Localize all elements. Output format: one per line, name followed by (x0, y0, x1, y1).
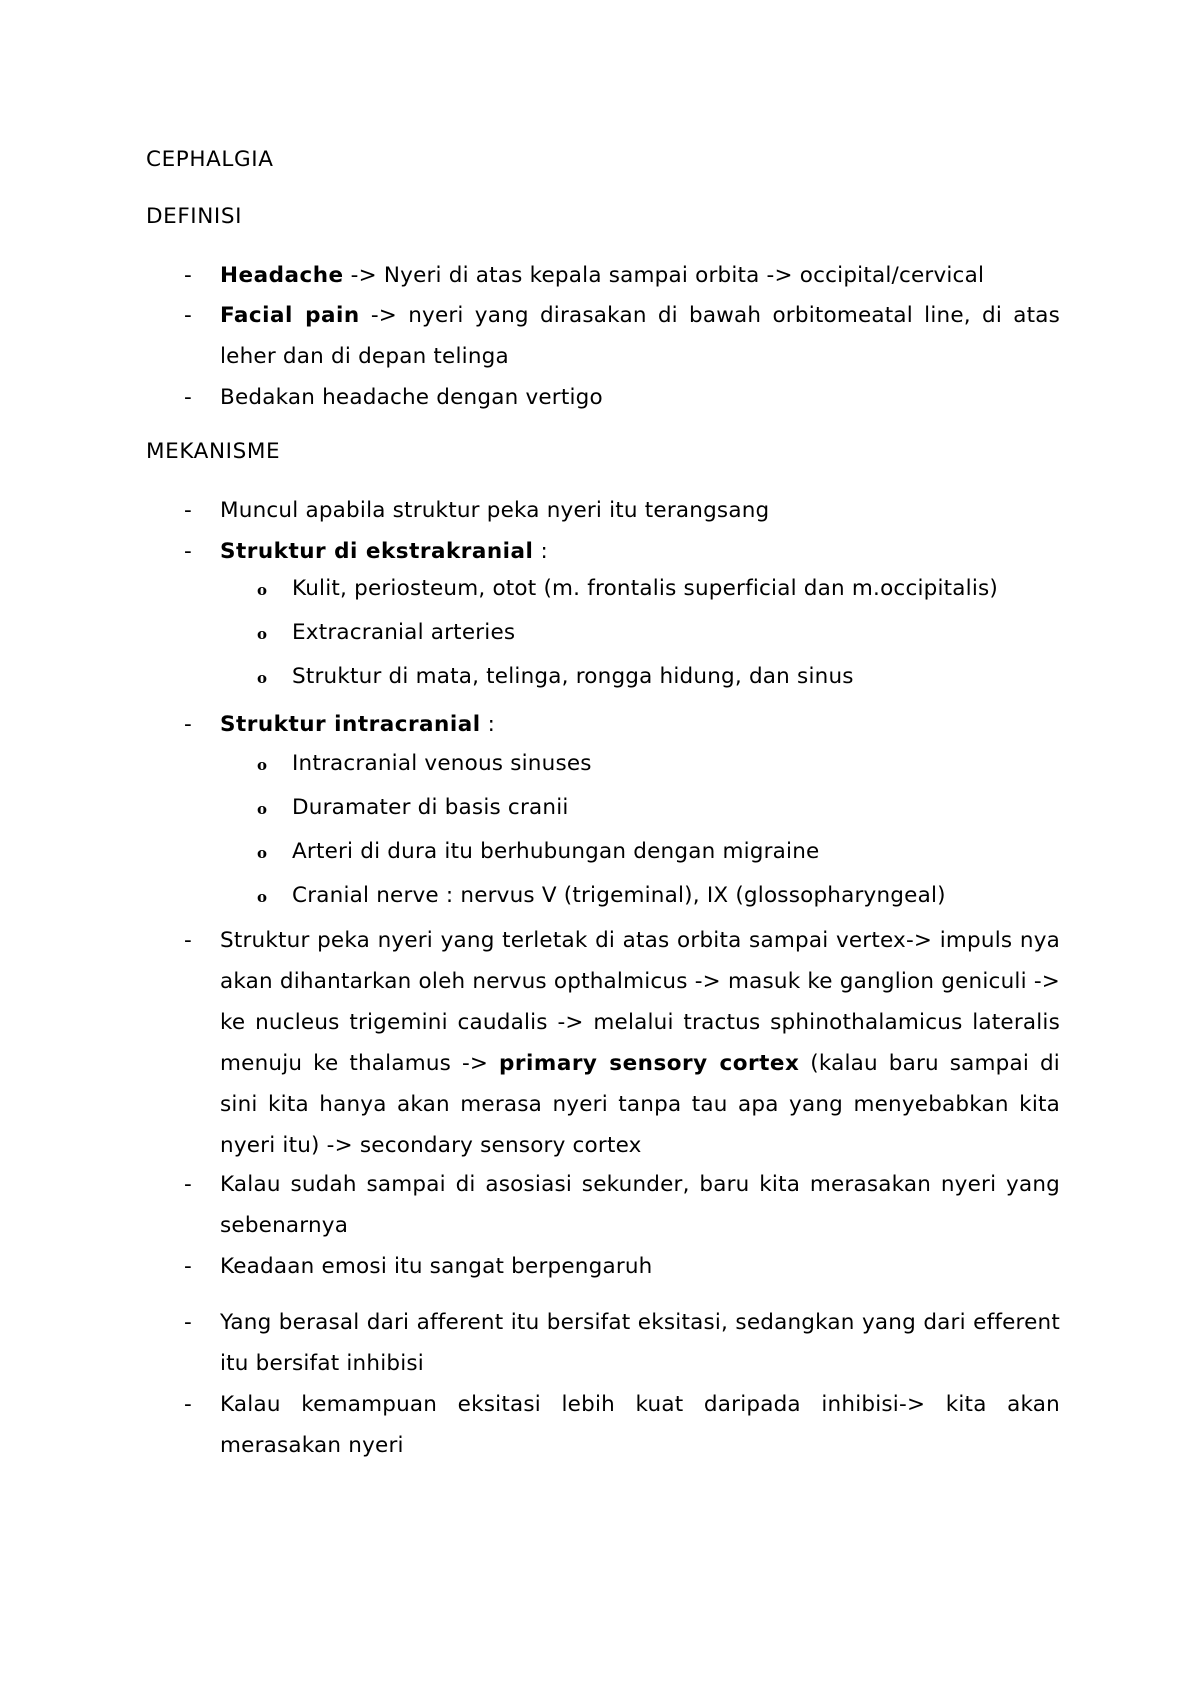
sub-list-item: o Extracranial arteries (257, 611, 1060, 655)
list-item: - Kalau kemampuan eksitasi lebih kuat daripada inhibisi-> kita akan merasakan nyeri (184, 1384, 1060, 1466)
sub-list-item: o Kulit, periosteum, otot (m. frontalis superficial dan m.occipitalis) (257, 567, 1060, 611)
dash-bullet: - (184, 498, 192, 523)
dash-bullet: - (184, 1254, 192, 1279)
term-intracranial: Struktur intracranial (220, 712, 481, 737)
term-ekstrakranial: Struktur di ekstrakranial (220, 539, 534, 564)
sub-list-item: o Duramater di basis cranii (257, 786, 1060, 830)
list-item: - Yang berasal dari afferent itu bersifat eksitasi, sedangkan yang dari efferent itu bersifat inhibisi (184, 1302, 1060, 1384)
dash-bullet: - (184, 1172, 192, 1197)
term-headache: Headache (220, 263, 344, 288)
list-item: - Kalau sudah sampai di asosiasi sekunder, baru kita merasakan nyeri yang sebenarnya (184, 1164, 1060, 1246)
term-primary-sensory-cortex: primary sensory cortex (499, 1051, 800, 1076)
sub-list-item: o Cranial nerve : nervus V (trigeminal), IX (glossopharyngeal) (257, 874, 1060, 918)
dash-bullet: - (184, 303, 192, 328)
circle-bullet: o (257, 888, 268, 906)
dash-bullet: - (184, 539, 192, 564)
list-item: - Struktur di ekstrakranial : (184, 531, 1060, 572)
list-item: - Struktur intracranial : (184, 704, 1060, 745)
circle-bullet: o (257, 844, 268, 862)
circle-bullet: o (257, 756, 268, 774)
list-item: - Headache -> Nyeri di atas kepala sampai orbita -> occipital/cervical (184, 255, 1060, 296)
section-heading-definisi: DEFINISI (146, 204, 243, 229)
section-heading-mekanisme: MEKANISME (146, 439, 281, 464)
dash-bullet: - (184, 1392, 192, 1417)
term-facial-pain: Facial pain (220, 303, 360, 328)
dash-bullet: - (184, 928, 192, 953)
circle-bullet: o (257, 800, 268, 818)
list-item: - Keadaan emosi itu sangat berpengaruh (184, 1246, 1060, 1287)
sub-list-item: o Struktur di mata, telinga, rongga hidung, dan sinus (257, 655, 1060, 699)
sub-list-item: o Arteri di dura itu berhubungan dengan migraine (257, 830, 1060, 874)
circle-bullet: o (257, 669, 268, 687)
circle-bullet: o (257, 581, 268, 599)
document-title: CEPHALGIA (146, 147, 274, 172)
list-item: - Muncul apabila struktur peka nyeri itu terangsang (184, 490, 1060, 531)
sub-list-item: o Intracranial venous sinuses (257, 742, 1060, 786)
dash-bullet: - (184, 712, 192, 737)
list-item: - Struktur peka nyeri yang terletak di atas orbita sampai vertex-> impuls nya akan dihantarkan oleh nervus opthalmicus -> masuk ke ganglion geniculi -> ke nucleus trigemini caudalis -> melalui tractus sphinothalamicus lateralis menuju ke thalamus -> primary sensory cortex (kalau baru sampai di sini kita hanya akan merasa nyeri tanpa tau apa yang menyebabkan kita nyeri itu) -> secondary sensory cortex (184, 920, 1060, 1166)
dash-bullet: - (184, 385, 192, 410)
dash-bullet: - (184, 263, 192, 288)
list-item: - Facial pain -> nyeri yang dirasakan di bawah orbitomeatal line, di atas leher dan di depan telinga (184, 295, 1060, 377)
dash-bullet: - (184, 1310, 192, 1335)
list-item: - Bedakan headache dengan vertigo (184, 377, 1060, 418)
circle-bullet: o (257, 625, 268, 643)
